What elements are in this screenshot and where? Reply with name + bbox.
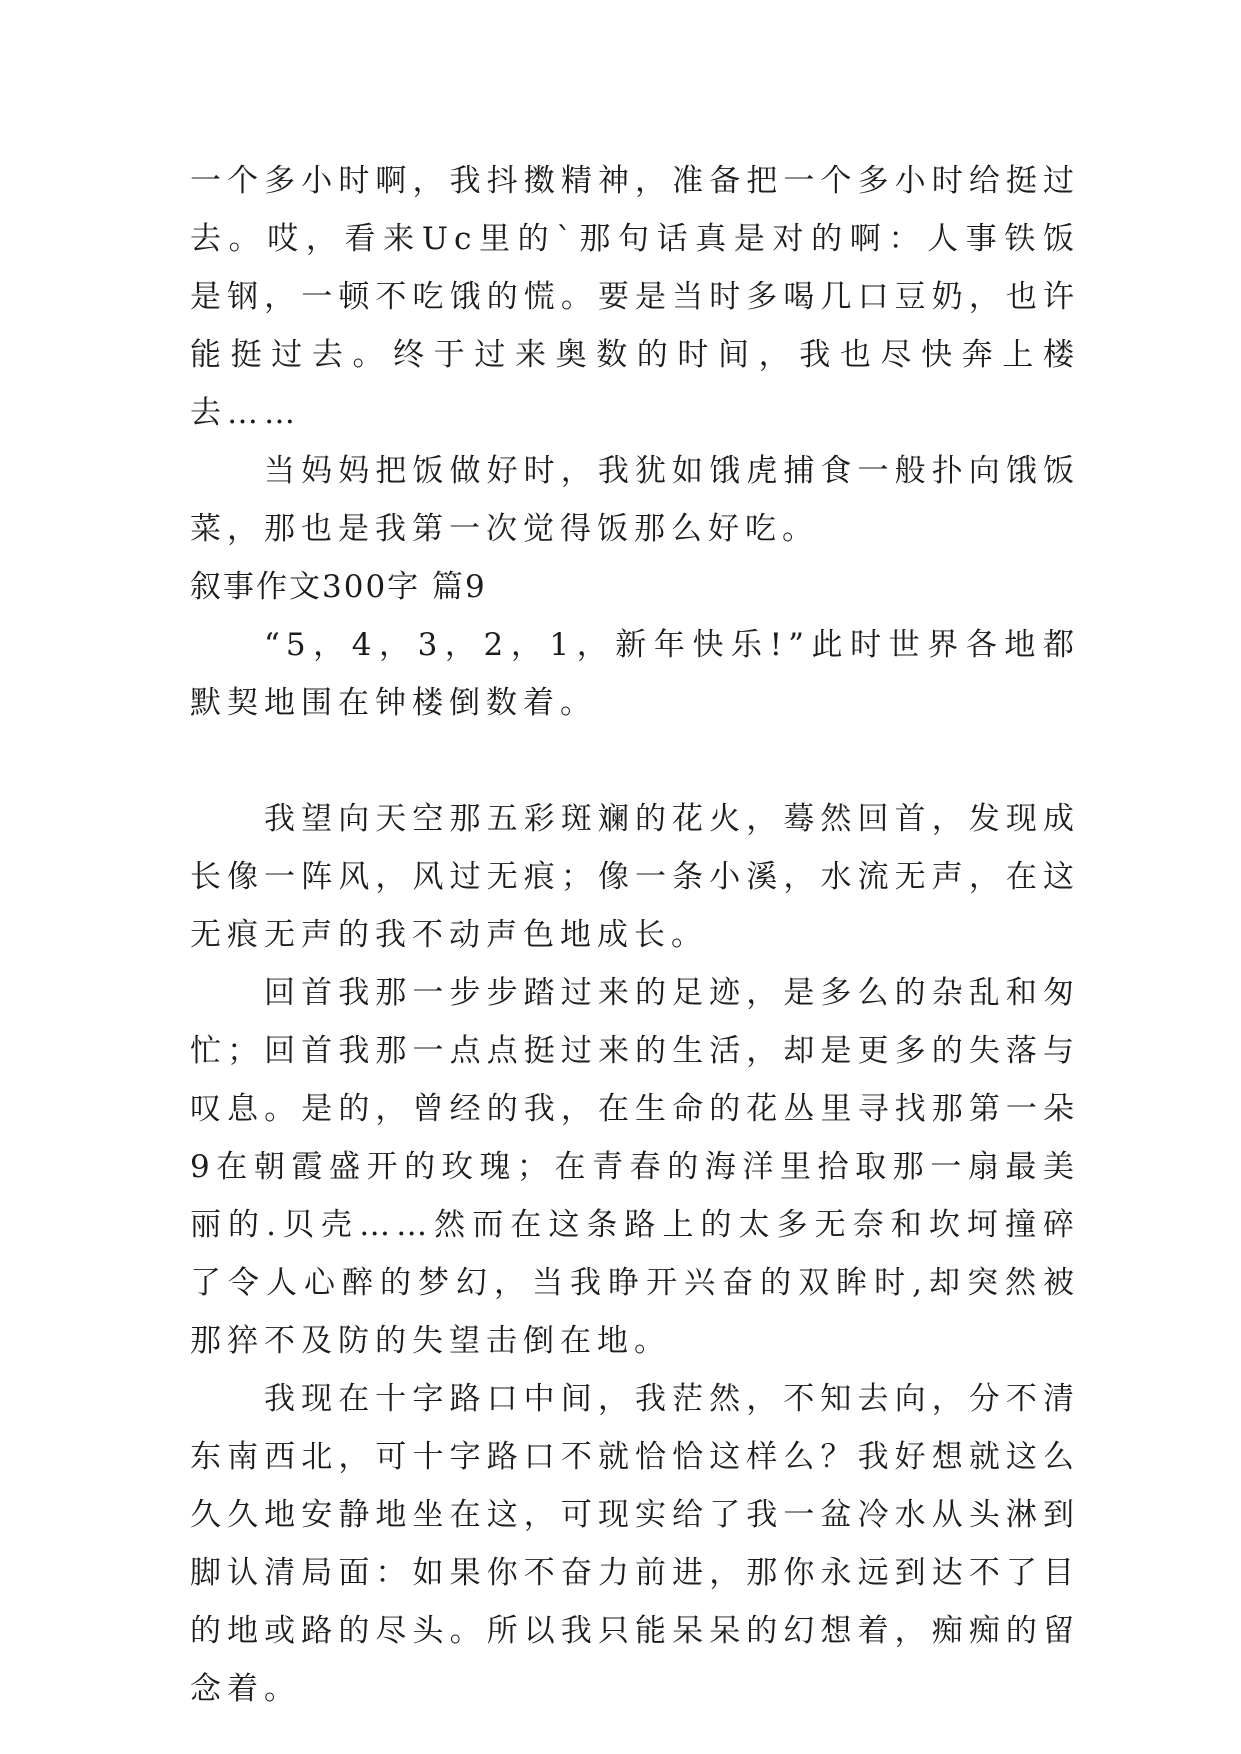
paragraph-dinner: 当妈妈把饭做好时，我犹如饿虎捕食一般扑向饿饭菜，那也是我第一次觉得饭那么好吃。 — [190, 453, 1080, 547]
paragraph-footprints: 回首我那一步步踏过来的足迹，是多么的杂乱和匆忙；回首我那一点点挺过来的生活，却是更多的失落与叹息。是的，曾经的我，在生命的花丛里寻找那第一朵9在朝霞盛开的玫瑰；在青春的海洋里拾取那一扇最美丽的.贝壳……然而在这条路上的太多无奈和坎坷撞碎了令人心醉的梦幻，当我睁开兴奋的双眸时,却突然被那猝不及防的失望击倒在地。 — [190, 975, 1080, 1359]
paragraph-continued: 一个多小时啊，我抖擞精神，准备把一个多小时给挺过去。哎，看来Uc里的`那句话真是对的啊：人事铁饭是钢，一顿不吃饿的慌。要是当时多喝几口豆奶，也许能挺过去。终于过来奥数的时间，我也尽快奔上楼去…… — [190, 163, 1080, 431]
paragraph-fireworks: 我望向天空那五彩斑斓的花火，蓦然回首，发现成长像一阵风，风过无痕；像一条小溪，水流无声，在这无痕无声的我不动声色地成长。 — [190, 801, 1080, 953]
paragraph-countdown: “5，4，3，2，1，新年快乐!”此时世界各地都默契地围在钟楼倒数着。 — [190, 627, 1080, 721]
blank-gap — [190, 732, 1080, 790]
document-page — [190, 152, 1080, 1718]
section-heading: 叙事作文300字 篇9 — [190, 569, 487, 605]
paragraph-crossroads: 我现在十字路口中间，我茫然，不知去向，分不清东南西北，可十字路口不就恰恰这样么？我好想就这么久久地安静地坐在这，可现实给了我一盆冷水从头淋到脚认清局面：如果你不奋力前进，那你永远到达不了目的地或路的尽头。所以我只能呆呆的幻想着，痴痴的留念着。 — [190, 1381, 1080, 1707]
